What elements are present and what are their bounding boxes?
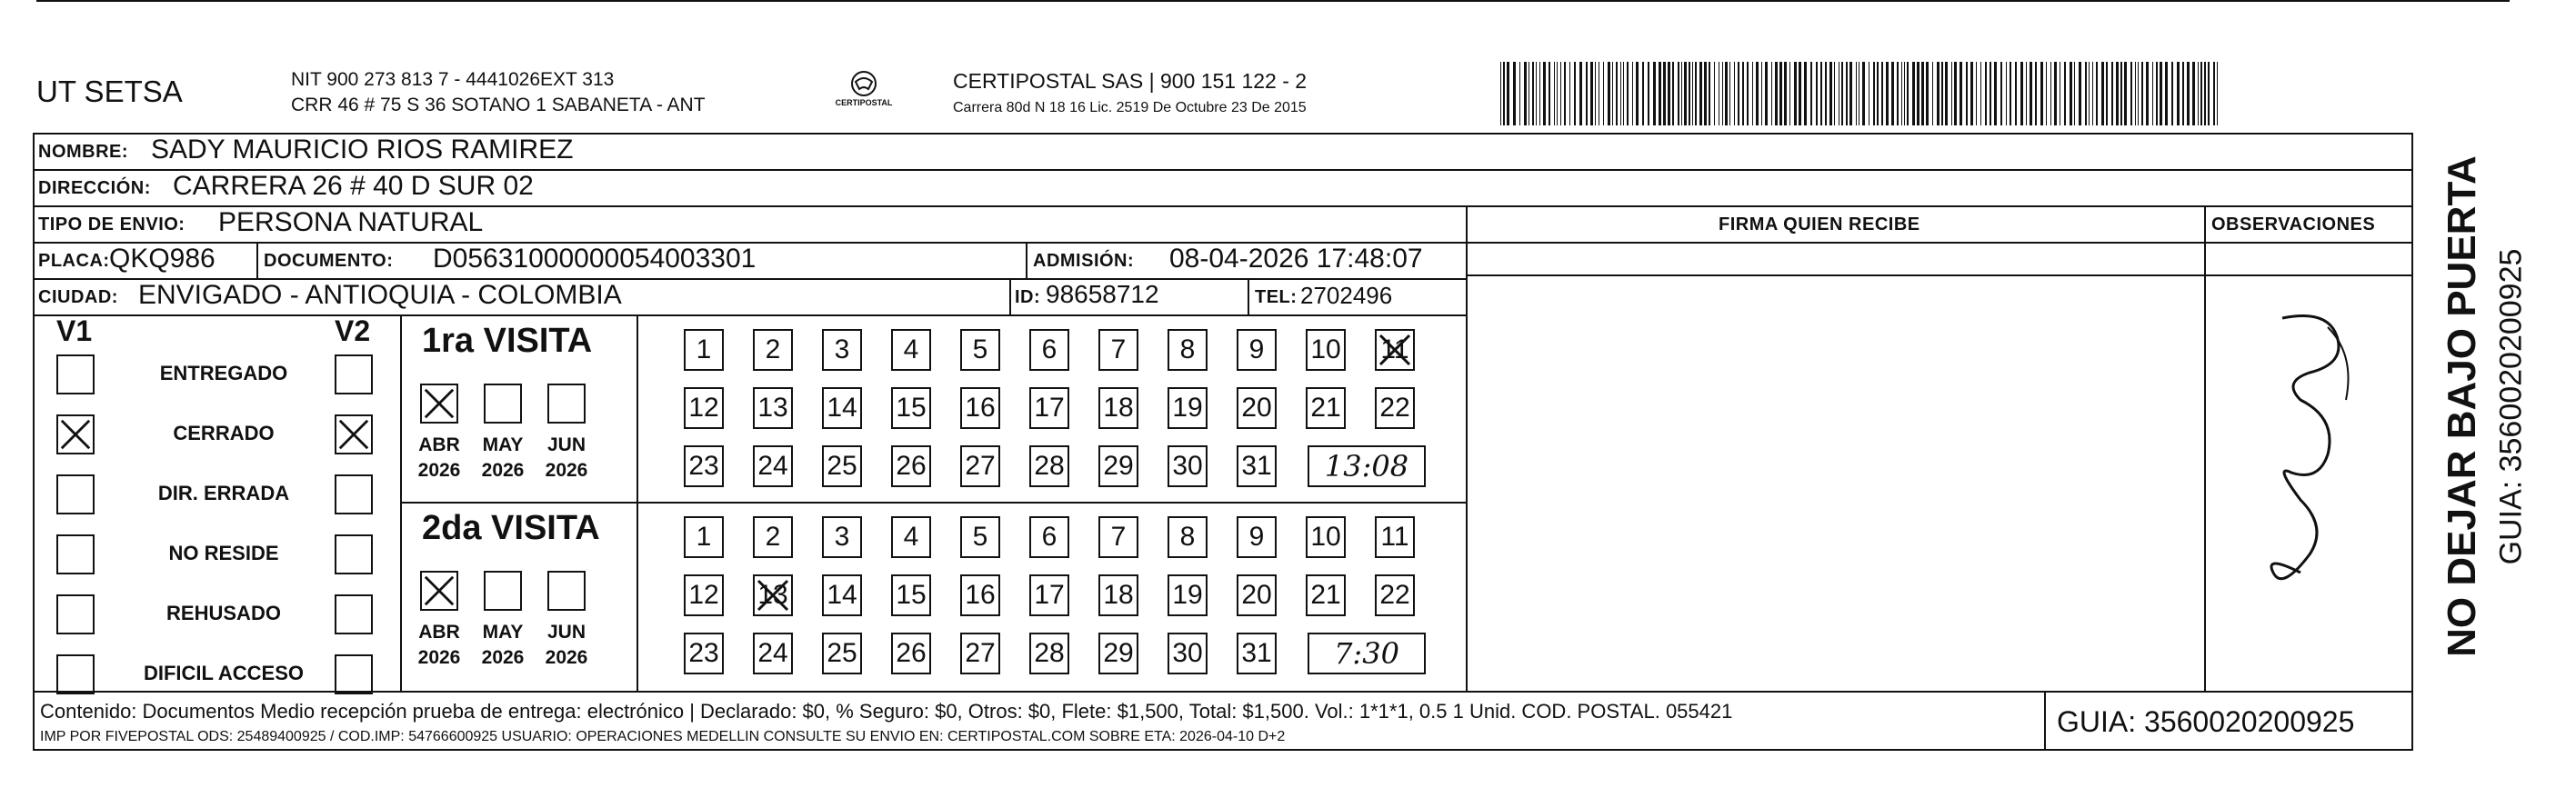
barcode-bar (2040, 62, 2043, 125)
barcode-bar (2217, 62, 2218, 125)
barcode-bar (1897, 62, 1899, 125)
barcode-bar (2106, 62, 2108, 125)
barcode-bar (1834, 62, 1835, 125)
day-box: 29 (1098, 445, 1138, 487)
barcode-bar (1891, 62, 1894, 125)
barcode-bar (1595, 62, 1596, 125)
barcode-bar (1820, 62, 1822, 125)
barcode-bar (1507, 62, 1509, 125)
barcode-bar (1734, 62, 1735, 125)
day-box: 17 (1029, 387, 1069, 429)
status-label: NO RESIDE (168, 542, 279, 564)
barcode-bar (2213, 62, 2215, 125)
barcode-bar (1799, 62, 1801, 125)
observaciones-header: OBSERVACIONES (2211, 214, 2376, 234)
barcode-bar (1616, 62, 1618, 125)
barcode-bar (1729, 62, 1730, 125)
barcode-bar (1714, 62, 1715, 125)
v2-label: V2 (335, 314, 371, 347)
day-box: 6 (1029, 329, 1069, 371)
day-box: 3 (822, 329, 862, 371)
carrier-line: CERTIPOSTAL SAS | 900 151 122 - 2 (953, 69, 1308, 93)
barcode-bar (1954, 62, 1957, 125)
status-label: CERRADO (173, 422, 275, 444)
barcode-bar (1907, 62, 1909, 125)
barcode-bar (1960, 62, 1962, 125)
barcode-bar (1877, 62, 1879, 125)
barcode-bar (2070, 62, 2072, 125)
no-dejar-text: NO DEJAR BAJO PUERTA (2440, 155, 2484, 657)
barcode-bar (1825, 62, 1827, 125)
v1-checkbox (56, 594, 95, 634)
barcode-bar (1539, 62, 1540, 125)
barcode-bar (1810, 62, 1812, 125)
day-box: 7 (1098, 516, 1138, 558)
month-label: MAY (482, 434, 524, 455)
v1-checkbox (56, 414, 95, 454)
barcode-bar (2000, 62, 2002, 125)
barcode-bar (1704, 62, 1707, 125)
v2-checkbox (335, 474, 373, 514)
barcode-bar (1779, 62, 1782, 125)
barcode-bar (1636, 62, 1639, 125)
v1-checkbox (56, 534, 95, 574)
logo-text: CERTIPOSTAL (835, 98, 893, 107)
day-box: 24 (753, 445, 793, 487)
barcode-bar (2079, 62, 2081, 125)
barcode-bar (2092, 62, 2093, 125)
status-label: REHUSADO (166, 602, 281, 624)
barcode-bar (1738, 62, 1739, 125)
barcode-bar (1945, 62, 1948, 125)
barcode-bar (1846, 62, 1848, 125)
barcode-bar (1536, 62, 1537, 125)
barcode (1500, 62, 2228, 127)
day-box: 26 (891, 445, 931, 487)
day-box: 13 (753, 574, 793, 616)
barcode-bar (2111, 62, 2113, 125)
day-box: 30 (1168, 633, 1208, 674)
day-box: 15 (891, 574, 931, 616)
barcode-bar (2035, 62, 2037, 125)
day-box: 19 (1168, 387, 1208, 429)
barcode-bar (2116, 62, 2119, 125)
imp-line: IMP POR FIVEPOSTAL ODS: 25489400925 / COD.IMP: 54766600925 USUARIO: OPERACIONES MEDELLIN CONSULTE SU ENVIO EN: CERTIPOSTAL.COM SOBRE ETA: 2026-04-10 D+2 (40, 729, 1286, 744)
v2-checkbox (335, 414, 373, 454)
barcode-bar (1752, 62, 1753, 125)
barcode-bar (2101, 62, 2104, 125)
visit-time: 13:08 (1308, 445, 1426, 487)
header (0, 0, 2576, 127)
day-box: 27 (960, 445, 1000, 487)
day-box: 3 (822, 516, 862, 558)
barcode-bar (2026, 62, 2027, 125)
tel-label: TEL: (1255, 287, 1298, 307)
nombre-value: SADY MAURICIO RIOS RAMIREZ (151, 135, 574, 165)
id-label: ID: (1015, 287, 1041, 307)
day-box: 20 (1237, 574, 1277, 616)
barcode-bar (1941, 62, 1943, 125)
barcode-bar (1532, 62, 1534, 125)
documento-value: D05631000000054003301 (433, 244, 757, 274)
company-name: UT SETSA (36, 75, 183, 108)
footer-guia: GUIA: 3560020200925 (2057, 705, 2355, 738)
day-box: 17 (1029, 574, 1069, 616)
status-label: DIR. ERRADA (157, 482, 290, 504)
barcode-bar (1756, 62, 1759, 125)
v2-checkbox (335, 354, 373, 394)
day-box: 22 (1375, 574, 1415, 616)
day-box: 8 (1168, 329, 1208, 371)
placa-label: PLACA: (38, 251, 110, 271)
day-box: 28 (1029, 633, 1069, 674)
barcode-bar (1659, 62, 1661, 125)
barcode-bar (2096, 62, 2098, 125)
day-box: 9 (1237, 516, 1277, 558)
barcode-bar (1560, 62, 1561, 125)
barcode-bar (2064, 62, 2066, 125)
day-box: 23 (684, 633, 724, 674)
barcode-bar (1653, 62, 1656, 125)
day-box: 19 (1168, 574, 1208, 616)
day-box: 15 (891, 387, 931, 429)
year-label: 2026 (481, 647, 525, 668)
day-box: 6 (1029, 516, 1069, 558)
barcode-bar (2054, 62, 2057, 125)
barcode-bar (2198, 62, 2199, 125)
barcode-bar (1985, 62, 1987, 125)
ciudad-label: CIUDAD: (38, 287, 118, 307)
visit-title: 2da VISITA (422, 509, 600, 547)
year-label: 2026 (545, 647, 588, 668)
month-checkbox (420, 571, 458, 611)
status-label: DIFICIL ACCESO (143, 662, 304, 684)
day-box: 21 (1306, 574, 1346, 616)
barcode-bar (2124, 62, 2127, 125)
barcode-bar (1612, 62, 1613, 125)
barcode-bar (2120, 62, 2122, 125)
day-box: 23 (684, 445, 724, 487)
barcode-bar (1681, 62, 1682, 125)
day-box: 12 (684, 574, 724, 616)
barcode-bar (1554, 62, 1555, 125)
visit-title: 1ra VISITA (422, 322, 593, 360)
year-label: 2026 (481, 460, 525, 481)
day-box: 30 (1168, 445, 1208, 487)
firma-header: FIRMA QUIEN RECIBE (1719, 214, 1920, 234)
day-box: 18 (1098, 574, 1138, 616)
day-box: 7 (1098, 329, 1138, 371)
day-box: 28 (1029, 445, 1069, 487)
barcode-bar (2156, 62, 2158, 125)
barcode-bar (1789, 62, 1790, 125)
barcode-bar (2208, 62, 2210, 125)
v2-checkbox (335, 534, 373, 574)
day-box: 22 (1375, 387, 1415, 429)
barcode-bar (1901, 62, 1902, 125)
tipo-envio-label: TIPO DE ENVIO: (38, 214, 185, 234)
barcode-bar (1579, 62, 1582, 125)
year-label: 2026 (417, 647, 461, 668)
day-box: 13 (753, 387, 793, 429)
barcode-bar (1503, 62, 1505, 125)
side-text (2419, 133, 2528, 678)
barcode-bar (1856, 62, 1857, 125)
barcode-bar (1564, 62, 1566, 125)
barcode-bar (2177, 62, 2180, 125)
barcode-bar (2030, 62, 2032, 125)
barcode-bar (2138, 62, 2139, 125)
barcode-bar (1862, 62, 1865, 125)
day-box: 24 (753, 633, 793, 674)
barcode-bar (1966, 62, 1968, 125)
barcode-bar (1549, 62, 1550, 125)
day-box: 9 (1237, 329, 1277, 371)
side-guia-text: GUIA: 3560020200925 (2493, 248, 2529, 565)
barcode-bar (2085, 62, 2087, 125)
v1-checkbox (56, 474, 95, 514)
barcode-bar (1917, 62, 1919, 125)
month-checkbox (547, 384, 586, 424)
barcode-bar (2182, 62, 2184, 125)
barcode-bar (1586, 62, 1588, 125)
barcode-bar (1771, 62, 1772, 125)
barcode-bar (1886, 62, 1889, 125)
barcode-bar (1722, 62, 1723, 125)
barcode-bar (1672, 62, 1674, 125)
top-rule (36, 0, 2510, 2)
barcode-bar (1574, 62, 1576, 125)
day-box: 12 (684, 387, 724, 429)
month-label: JUN (546, 434, 586, 455)
barcode-bar (1725, 62, 1728, 125)
day-box: 14 (822, 574, 862, 616)
v2-checkbox (335, 594, 373, 634)
nit-line: NIT 900 273 813 7 - 4441026EXT 313 (291, 69, 615, 90)
month-checkbox (484, 571, 522, 611)
v1-checkbox (56, 654, 95, 694)
documento-label: DOCUMENTO: (264, 251, 394, 271)
barcode-bar (2171, 62, 2173, 125)
day-box: 1 (684, 516, 724, 558)
barcode-bar (1761, 62, 1762, 125)
day-box: 14 (822, 387, 862, 429)
barcode-bar (2135, 62, 2136, 125)
barcode-bar (2046, 62, 2047, 125)
day-box: 25 (822, 445, 862, 487)
barcode-bar (1926, 62, 1929, 125)
day-box: 16 (960, 387, 1000, 429)
barcode-bar (1970, 62, 1973, 125)
barcode-bar (2130, 62, 2132, 125)
nombre-label: NOMBRE: (38, 142, 129, 162)
month-checkbox (484, 384, 522, 424)
barcode-bar (2141, 62, 2143, 125)
barcode-bar (1684, 62, 1687, 125)
barcode-bar (1608, 62, 1610, 125)
tel-value: 2702496 (1300, 282, 1393, 309)
barcode-bar (1692, 62, 1693, 125)
visit-time: 7:30 (1308, 633, 1426, 674)
month-label: ABR (418, 622, 460, 643)
barcode-bar (1557, 62, 1558, 125)
barcode-bar (2165, 62, 2168, 125)
address-line: CRR 46 # 75 S 36 SOTANO 1 SABANETA - ANT (291, 95, 706, 115)
day-box: 8 (1168, 516, 1208, 558)
v1-label: V1 (56, 314, 93, 347)
barcode-bar (1873, 62, 1875, 125)
barcode-bar (1921, 62, 1924, 125)
barcode-bar (1678, 62, 1679, 125)
barcode-bar (1841, 62, 1843, 125)
month-checkbox (420, 384, 458, 424)
license-line: Carrera 80d N 18 16 Lic. 2519 De Octubre 23 De 2015 (953, 100, 1307, 115)
day-box: 5 (960, 329, 1000, 371)
admision-label: ADMISIÓN: (1033, 251, 1135, 271)
barcode-bar (1543, 62, 1546, 125)
barcode-bar (1932, 62, 1933, 125)
barcode-bar (1709, 62, 1710, 125)
day-box: 5 (960, 516, 1000, 558)
day-box: 2 (753, 329, 793, 371)
day-box: 10 (1306, 329, 1346, 371)
barcode-bar (1569, 62, 1570, 125)
month-label: JUN (546, 622, 586, 643)
barcode-bar (1695, 62, 1697, 125)
day-box: 31 (1237, 445, 1277, 487)
day-box: 11 (1375, 329, 1415, 371)
day-box: 1 (684, 329, 724, 371)
barcode-bar (1829, 62, 1832, 125)
day-box: 20 (1237, 387, 1277, 429)
barcode-bar (1980, 62, 1981, 125)
day-box: 10 (1306, 516, 1346, 558)
barcode-bar (1937, 62, 1940, 125)
barcode-bar (1765, 62, 1768, 125)
barcode-bar (1663, 62, 1666, 125)
barcode-bar (2200, 62, 2202, 125)
day-box: 26 (891, 633, 931, 674)
barcode-bar (2015, 62, 2017, 125)
barcode-bar (1623, 62, 1624, 125)
barcode-bar (1668, 62, 1670, 125)
barcode-bar (1775, 62, 1778, 125)
barcode-bar (2020, 62, 2023, 125)
direccion-label: DIRECCIÓN: (38, 178, 151, 198)
day-box: 11 (1375, 516, 1415, 558)
barcode-bar (1994, 62, 1997, 125)
barcode-bar (2074, 62, 2075, 125)
barcode-bar (2187, 62, 2190, 125)
year-label: 2026 (417, 460, 461, 481)
day-box: 31 (1237, 633, 1277, 674)
barcode-bar (1524, 62, 1527, 125)
barcode-bar (1500, 62, 1501, 125)
barcode-bar (1603, 62, 1604, 125)
certipostal-logo (832, 67, 896, 113)
day-box: 16 (960, 574, 1000, 616)
day-box: 29 (1098, 633, 1138, 674)
barcode-bar (1689, 62, 1690, 125)
contenido-line: Contenido: Documentos Medio recepción prueba de entrega: electrónico | Declarado: $0, % Seguro: $0, Otros: $0, Flete: $1,500, Total: $1,500. Vol.: 1*1*1, 0.5 1 Unid. COD. POSTAL. 055421 (40, 700, 1733, 723)
barcode-bar (1747, 62, 1749, 125)
barcode-bar (2146, 62, 2149, 125)
barcode-bar (1742, 62, 1744, 125)
day-box: 4 (891, 329, 931, 371)
day-box: 25 (822, 633, 862, 674)
year-label: 2026 (545, 460, 588, 481)
barcode-bar (2089, 62, 2090, 125)
barcode-bar (1513, 62, 1516, 125)
ciudad-value: ENVIGADO - ANTIOQUIA - COLOMBIA (138, 280, 622, 310)
barcode-bar (1912, 62, 1915, 125)
day-box: 21 (1306, 387, 1346, 429)
day-box: 4 (891, 516, 931, 558)
barcode-bar (2152, 62, 2153, 125)
barcode-bar (1976, 62, 1977, 125)
barcode-bar (1794, 62, 1797, 125)
day-box: 18 (1098, 387, 1138, 429)
barcode-bar (1904, 62, 1905, 125)
id-value: 98658712 (1046, 280, 1159, 308)
barcode-bar (1849, 62, 1852, 125)
barcode-bar (1816, 62, 1818, 125)
day-box: 27 (960, 633, 1000, 674)
tipo-envio-value: PERSONA NATURAL (218, 207, 484, 237)
barcode-bar (1590, 62, 1593, 125)
admision-value: 08-04-2026 17:48:07 (1169, 244, 1423, 274)
barcode-bar (2050, 62, 2051, 125)
barcode-bar (2006, 62, 2007, 125)
v2-checkbox (335, 654, 373, 694)
barcode-bar (1699, 62, 1702, 125)
month-label: MAY (482, 622, 524, 643)
direccion-value: CARRERA 26 # 40 D SUR 02 (173, 171, 534, 201)
barcode-bar (1632, 62, 1633, 125)
barcode-bar (2160, 62, 2162, 125)
barcode-bar (1620, 62, 1621, 125)
observaciones-signature (2246, 300, 2373, 609)
barcode-bar (1881, 62, 1883, 125)
month-checkbox (547, 571, 586, 611)
placa-value: QKQ986 (109, 244, 216, 274)
v1-checkbox (56, 354, 95, 394)
barcode-bar (1642, 62, 1644, 125)
barcode-bar (1648, 62, 1649, 125)
barcode-bar (1784, 62, 1787, 125)
status-label: ENTREGADO (159, 362, 288, 384)
barcode-bar (2204, 62, 2206, 125)
day-box: 2 (753, 516, 793, 558)
barcode-bar (1990, 62, 1991, 125)
barcode-bar (1804, 62, 1807, 125)
barcode-bar (2192, 62, 2195, 125)
month-label: ABR (418, 434, 460, 455)
barcode-bar (1627, 62, 1629, 125)
barcode-bar (2010, 62, 2011, 125)
barcode-bar (1519, 62, 1520, 125)
barcode-bar (1951, 62, 1952, 125)
